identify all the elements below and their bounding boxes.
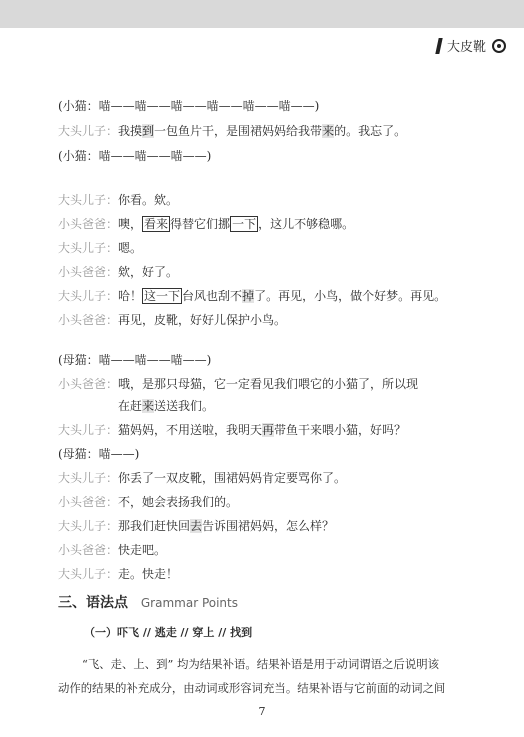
dialogue-text: 了。再见，小鸟，做个好梦。再见。 [254, 289, 447, 303]
dialogue-line [58, 98, 319, 114]
header-bar-icon [435, 38, 442, 54]
speaker-label: 大头儿子： [58, 124, 119, 138]
dialogue-line [58, 312, 286, 328]
dialogue-text: 你看。欸。 [118, 193, 179, 207]
dialogue-text: 来 [322, 124, 335, 138]
paragraph-line-1: “飞、走、上、到” 均为结果补语。结果补语是用于动词谓语之后说明该 [82, 657, 439, 671]
dialogue-text: 送送我们。 [154, 399, 215, 413]
dialogue-text: 在赶 [118, 399, 143, 413]
paragraph-line-2: 动作的结果的补充成分，由动词或形容词充当。结果补语与它前面的动词之间 [58, 681, 446, 695]
speaker-label: 小头爸爸： [58, 265, 119, 279]
dialogue-text: 那我们赶快回 [118, 519, 191, 533]
dialogue-text: 走。快走！ [118, 567, 179, 581]
dialogue-line [58, 566, 178, 582]
dialogue-text: 我摸 [118, 124, 143, 138]
speaker-label: 小头爸爸： [58, 313, 119, 327]
speaker-label: 大头儿子： [58, 423, 119, 437]
running-header [437, 36, 506, 55]
dialogue-text: 得替它们挪 [170, 217, 231, 231]
dialogue-text: (母猫：喵——喵——喵——) [58, 353, 212, 367]
dialogue-line [58, 240, 142, 256]
dialogue-line [58, 494, 238, 510]
dialogue-text: (小猫：喵——喵——喵——喵——喵——喵——) [58, 99, 320, 113]
dialogue-text: 一下 [232, 217, 257, 231]
section-heading [58, 592, 238, 612]
dialogue-line [58, 288, 446, 304]
speaker-label: 小头爸爸： [58, 217, 119, 231]
dialogue-line [58, 216, 354, 232]
speaker-label: 小头爸爸： [58, 543, 119, 557]
speaker-label [58, 399, 118, 413]
dialogue-line [58, 376, 418, 392]
speaker-label: 大头儿子： [58, 289, 119, 303]
dialogue-line [58, 422, 406, 438]
dialogue-text: 的。我忘了。 [334, 124, 407, 138]
dialogue-text: 嗯。 [118, 241, 143, 255]
target-icon [492, 39, 506, 53]
dialogue-text: 告诉围裙妈妈，怎么样？ [202, 519, 335, 533]
subsection-heading: （一）吓飞 // 逃走 // 穿上 // 找到 [84, 626, 253, 639]
dialogue-line [58, 398, 214, 414]
speaker-label: 大头儿子： [58, 241, 119, 255]
dialogue-text: 带鱼干来喂小猫，好吗？ [274, 423, 407, 437]
page-number: 7 [258, 705, 266, 718]
dialogue-text: 不，她会表扬我们的。 [118, 495, 239, 509]
dialogue-text: 掉 [242, 289, 255, 303]
dialogue-text: 你丢了一双皮靴，围裙妈妈肯定要骂你了。 [118, 471, 347, 485]
dialogue-line [58, 264, 178, 280]
top-band [0, 0, 524, 28]
dialogue-line [58, 123, 406, 139]
dialogue-text: 猫妈妈，不用送啦，我明天 [118, 423, 263, 437]
speaker-label: 大头儿子： [58, 193, 119, 207]
section-title: 三、语法点 [58, 595, 128, 611]
dialogue-line [58, 470, 346, 486]
speaker-label: 大头儿子： [58, 567, 119, 581]
speaker-label: 大头儿子： [58, 519, 119, 533]
section-title-en: Grammar Points [140, 596, 238, 610]
speaker-label: 小头爸爸： [58, 377, 119, 391]
dialogue-line [58, 148, 211, 164]
dialogue-text: 噢， [118, 217, 143, 231]
dialogue-text: 再 [262, 423, 275, 437]
dialogue-text: 来 [142, 399, 155, 413]
dialogue-text: 欸，好了。 [118, 265, 179, 279]
dialogue-text: 再见，皮靴，好好儿保护小鸟。 [118, 313, 287, 327]
speaker-label: 大头儿子： [58, 471, 119, 485]
dialogue-text: 这一下 [144, 289, 181, 303]
dialogue-text: ，这儿不够稳哪。 [258, 217, 355, 231]
dialogue-text: (母猫：喵——) [58, 447, 140, 461]
speaker-label: 小头爸爸： [58, 495, 119, 509]
dialogue-text: 去 [190, 519, 203, 533]
dialogue-line [58, 518, 334, 534]
dialogue-line [58, 352, 211, 368]
dialogue-line [58, 192, 178, 208]
dialogue-line [58, 542, 166, 558]
header-title: 大皮靴 [446, 40, 486, 55]
dialogue-text: 快走吧。 [118, 543, 167, 557]
dialogue-text: 台风也刮不 [182, 289, 243, 303]
dialogue-line [58, 446, 139, 462]
dialogue-text: 哈！ [118, 289, 143, 303]
dialogue-text: 一包鱼片干，是围裙妈妈给我带 [154, 124, 323, 138]
dialogue-text: 看来 [144, 217, 169, 231]
dialogue-text: (小猫：喵——喵——喵——) [58, 149, 212, 163]
dialogue-text: 哦，是那只母猫，它一定看见我们喂它的小猫了，所以现 [118, 377, 419, 391]
dialogue-text: 到 [142, 124, 155, 138]
